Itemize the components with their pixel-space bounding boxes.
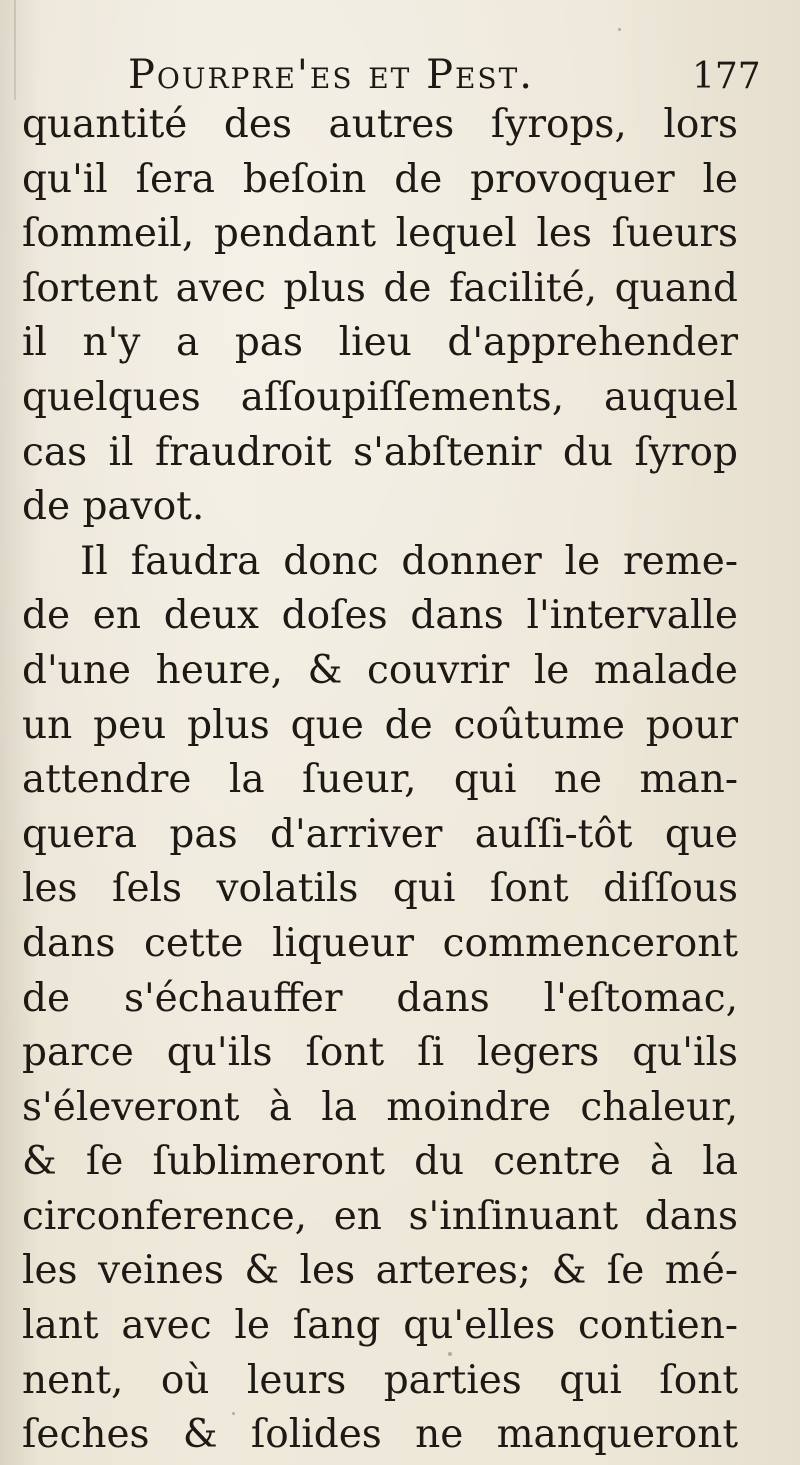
- text-line: quera pas d'arriver auſſi-tôt que: [22, 811, 738, 857]
- text-line: un peu plus que de coûtume pour: [22, 702, 738, 748]
- paper-speck: [232, 1412, 235, 1415]
- text-line: attendre la ſueur, qui ne man-: [22, 757, 738, 803]
- text-line: quantité des autres ſyrops, lors: [22, 102, 738, 147]
- text-line: circonference, en s'inſinuant dans: [22, 1193, 738, 1239]
- text-line: nent, où leurs parties qui ſont: [22, 1357, 738, 1403]
- running-head: [0, 52, 800, 104]
- paper-speck: [618, 28, 621, 31]
- text-line: qu'il ſera beſoin de provoquer le: [22, 156, 738, 202]
- text-line: lant avec le ſang qu'elles contien-: [22, 1303, 738, 1349]
- text-line: & ſe ſublimeront du centre à la: [22, 1139, 738, 1185]
- text-line: s'éleveront à la moindre chaleur,: [22, 1084, 738, 1130]
- text-line: ſommeil, pendant lequel les ſueurs: [22, 211, 738, 257]
- body-text: [22, 98, 738, 1463]
- text-line: cas il fraudroit s'abſtenir du ſyrop: [22, 429, 738, 475]
- running-title: Pourpre'es et Pest.: [128, 52, 534, 98]
- text-line: quelques aſſoupiſſements, auquel: [22, 374, 738, 420]
- page-number: 177: [692, 56, 761, 97]
- text-line: ſortent avec plus de facilité, quand: [22, 265, 738, 311]
- text-line: de s'échauffer dans l'eſtomac,: [22, 975, 738, 1021]
- paper-speck: [448, 1352, 452, 1356]
- text-line: d'une heure, & couvrir le malade: [22, 647, 738, 693]
- text-line: les veines & les arteres; & ſe mé-: [22, 1248, 738, 1294]
- text-line: dans cette liqueur commenceront: [22, 920, 738, 966]
- text-line: parce qu'ils ſont ſi legers qu'ils: [22, 1030, 738, 1076]
- text-line: de en deux doſes dans l'intervalle: [22, 593, 738, 639]
- text-line: les ſels volatils qui ſont diſſous: [22, 866, 738, 912]
- text-line: il n'y a pas lieu d'apprehender: [22, 320, 738, 366]
- text-line: Il faudra donc donner le reme-: [80, 538, 738, 584]
- text-line: ſeches & ſolides ne manqueront: [22, 1412, 738, 1458]
- text-line: de pavot.: [22, 484, 205, 530]
